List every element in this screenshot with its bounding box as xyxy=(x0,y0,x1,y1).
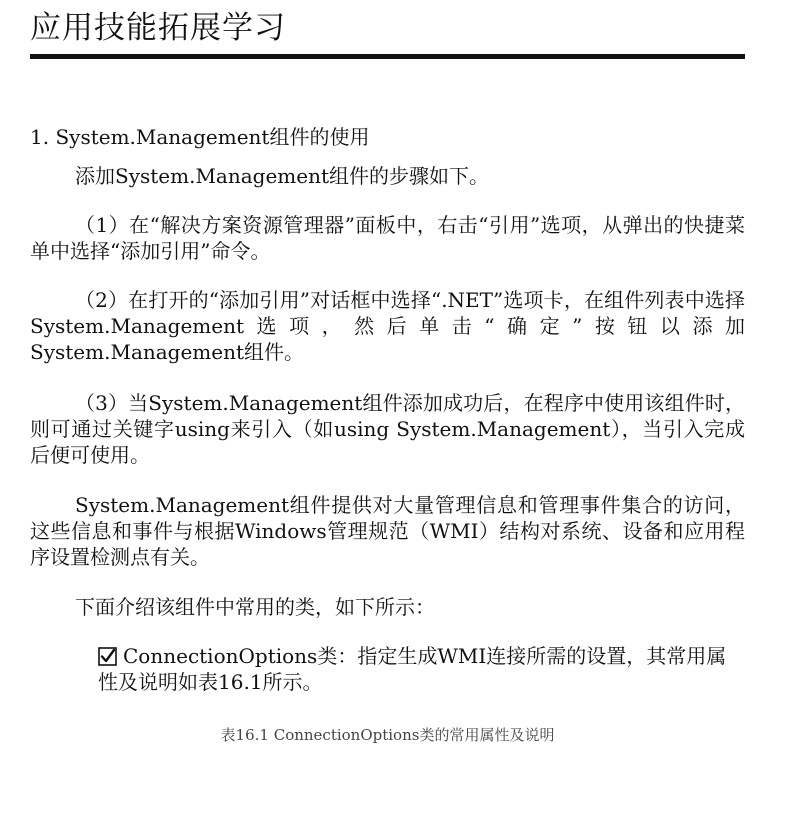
checkbox-checked-icon xyxy=(98,646,117,665)
bullet-text: ConnectionOptions类：指定生成WMI连接所需的设置，其常用属性及说明如表16.1所示。 xyxy=(98,644,727,694)
step-1-paragraph: （1）在“解决方案资源管理器”面板中，右击“引用”选项，从弹出的快捷菜单中选择“添加引用”命令。 xyxy=(30,213,745,263)
step-2-paragraph: （2）在打开的“添加引用”对话框中选择“.NET”选项卡，在组件列表中选择System.Management选项，然后单击“确定”按钮以添加System.Management组件。 xyxy=(30,288,745,364)
bullet-item xyxy=(98,643,728,695)
section-heading: 1. System.Management组件的使用 xyxy=(30,125,370,149)
header-divider xyxy=(30,54,745,59)
page-header-title: 应用技能拓展学习 xyxy=(30,10,286,46)
description-paragraph: System.Management组件提供对大量管理信息和管理事件集合的访问，这些信息和事件与根据Windows管理规范（WMI）结构对系统、设备和应用程序设置检测点有关。 xyxy=(30,493,745,569)
intro-paragraph: 添加System.Management组件的步骤如下。 xyxy=(75,164,490,188)
list-intro-paragraph: 下面介绍该组件中常用的类，如下所示： xyxy=(75,595,435,619)
step-3-paragraph: （3）当System.Management组件添加成功后，在程序中使用该组件时，则可通过关键字using来引入（如using System.Management），当引入完成后便可使用。 xyxy=(30,391,745,467)
table-caption: 表16.1 ConnectionOptions类的常用属性及说明 xyxy=(220,726,555,744)
